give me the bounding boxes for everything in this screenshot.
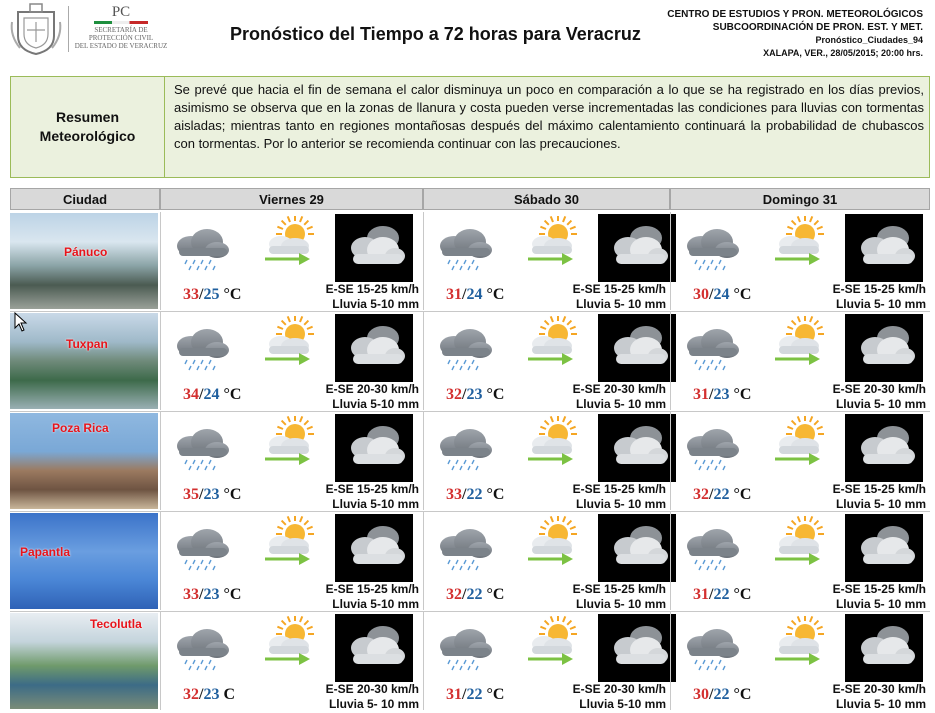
logo-sub-2: PROTECCIÓN CIVIL: [88, 34, 154, 42]
arrow-right-icon: [265, 352, 311, 366]
wind-speed: E-SE 15-25 km/h: [572, 482, 666, 496]
rain-amount: Lluvia 5- 10 mm: [575, 397, 666, 411]
forecast-cell: [670, 212, 930, 310]
agency-line-3: Pronóstico_Ciudades_94: [815, 35, 923, 45]
rain-cloud-icon: [679, 326, 743, 374]
forecast-cell: [670, 612, 930, 710]
logo-sub-3: DEL ESTADO DE VERACRUZ: [74, 42, 168, 50]
temp-separator: /: [462, 386, 467, 403]
temperature: [183, 686, 235, 704]
cloudy-night-icon: [598, 314, 676, 382]
temp-separator: /: [199, 486, 204, 503]
temp-unit: °C: [733, 686, 752, 703]
temp-min: 25: [203, 286, 220, 303]
rain-cloud-icon: [679, 626, 743, 674]
rain-cloud-icon: [169, 426, 233, 474]
weather-summary: [10, 76, 930, 178]
temp-unit: °C: [223, 386, 242, 403]
temp-unit: °C: [733, 286, 752, 303]
temp-unit: °C: [486, 586, 505, 603]
rain-cloud-icon: [432, 626, 496, 674]
city-name: Poza Rica: [52, 421, 109, 435]
arrow-right-icon: [265, 252, 311, 266]
mouse-cursor-icon: [14, 312, 28, 332]
temp-min: 22: [466, 686, 483, 703]
temp-min: 23: [203, 486, 220, 503]
forecast-cell: [423, 612, 670, 710]
wind-speed: E-SE 15-25 km/h: [832, 282, 926, 296]
rain-amount: Lluvia 5-10 mm: [332, 597, 419, 611]
arrow-right-icon: [528, 252, 574, 266]
cloudy-night-icon: [335, 314, 413, 382]
wind-rain-info: [326, 382, 419, 412]
wind-rain-info: [833, 282, 926, 312]
wind-rain-info: [573, 282, 666, 312]
temp-separator: /: [709, 586, 714, 603]
rain-cloud-icon: [432, 326, 496, 374]
temp-min: 24: [466, 286, 483, 303]
wind-rain-info: [833, 682, 926, 712]
partly-sunny-icon: [528, 516, 580, 556]
city-name: Pánuco: [64, 245, 108, 259]
temp-min: 24: [203, 386, 220, 403]
city-photo: [10, 213, 158, 309]
rain-cloud-icon: [432, 526, 496, 574]
temperature: [183, 286, 241, 304]
temp-unit: °C: [223, 286, 242, 303]
rain-amount: Lluvia 5- 10 mm: [835, 497, 926, 511]
rain-cloud-icon: [679, 526, 743, 574]
temp-separator: /: [462, 586, 467, 603]
arrow-right-icon: [775, 452, 821, 466]
temp-max: 32: [446, 586, 462, 603]
wind-speed: E-SE 20-30 km/h: [832, 382, 926, 396]
logo-sub-1: SECRETARÍA DE: [94, 26, 148, 34]
temp-max: 32: [693, 486, 709, 503]
temp-separator: /: [462, 286, 467, 303]
partly-sunny-icon: [775, 616, 827, 656]
logo-divider: [68, 6, 69, 52]
rain-amount: Lluvia 5-10 mm: [332, 497, 419, 511]
wind-speed: E-SE 20-30 km/h: [572, 682, 666, 696]
wind-speed: E-SE 20-30 km/h: [572, 382, 666, 396]
temperature: [446, 686, 504, 704]
cloudy-night-icon: [598, 614, 676, 682]
temp-separator: /: [709, 386, 714, 403]
temp-separator: /: [199, 286, 204, 303]
cloudy-night-icon: [845, 414, 923, 482]
temp-max: 32: [446, 386, 462, 403]
wind-rain-info: [326, 682, 419, 712]
arrow-right-icon: [775, 352, 821, 366]
temp-separator: /: [709, 486, 714, 503]
temperature: [183, 486, 241, 504]
rain-cloud-icon: [169, 226, 233, 274]
wind-rain-info: [573, 482, 666, 512]
temp-separator: /: [199, 386, 204, 403]
temp-min: 23: [203, 586, 220, 603]
forecast-cell: [670, 412, 930, 510]
wind-rain-info: [833, 582, 926, 612]
temp-separator: /: [199, 586, 204, 603]
wind-speed: E-SE 15-25 km/h: [325, 282, 419, 296]
cloudy-night-icon: [335, 214, 413, 282]
partly-sunny-icon: [775, 216, 827, 256]
temp-max: 31: [446, 686, 462, 703]
wind-speed: E-SE 15-25 km/h: [832, 582, 926, 596]
temp-max: 32: [183, 686, 199, 703]
arrow-right-icon: [265, 452, 311, 466]
city-photo: [10, 313, 158, 409]
city-name: Tuxpan: [66, 337, 108, 351]
rain-amount: Lluvia 5-10 mm: [579, 697, 666, 711]
temp-max: 30: [693, 286, 709, 303]
summary-label-line2: Meteorológico: [39, 128, 136, 144]
wind-speed: E-SE 15-25 km/h: [572, 282, 666, 296]
temperature: [446, 286, 504, 304]
temp-unit: °C: [733, 386, 752, 403]
rain-amount: Lluvia 5- 10 mm: [835, 397, 926, 411]
temp-max: 31: [693, 386, 709, 403]
cloudy-night-icon: [598, 514, 676, 582]
forecast-cell: [160, 312, 423, 410]
wind-rain-info: [573, 582, 666, 612]
temp-separator: /: [462, 686, 467, 703]
rain-amount: Lluvia 5-10 mm: [332, 297, 419, 311]
wind-rain-info: [573, 682, 666, 712]
rain-cloud-icon: [169, 326, 233, 374]
temp-unit: °C: [733, 486, 752, 503]
temp-max: 33: [183, 586, 199, 603]
wind-speed: E-SE 15-25 km/h: [325, 582, 419, 596]
wind-speed: E-SE 20-30 km/h: [325, 682, 419, 696]
temp-unit: °C: [486, 686, 505, 703]
agency-line-2: SUBCOORDINACIÓN DE PRON. EST. Y MET.: [712, 22, 923, 33]
temperature: [693, 486, 751, 504]
forecast-table: [10, 188, 930, 711]
temperature: [693, 686, 751, 704]
temperature: [183, 386, 241, 404]
temperature: [446, 586, 504, 604]
partly-sunny-icon: [775, 416, 827, 456]
temperature: [693, 386, 751, 404]
temp-unit: °C: [486, 486, 505, 503]
wind-rain-info: [326, 582, 419, 612]
agency-info: [667, 8, 923, 60]
rain-cloud-icon: [679, 426, 743, 474]
arrow-right-icon: [528, 452, 574, 466]
temp-unit: C: [223, 686, 236, 703]
temperature: [693, 286, 751, 304]
rain-amount: Lluvia 5- 10 mm: [835, 697, 926, 711]
arrow-right-icon: [265, 552, 311, 566]
cloudy-night-icon: [335, 514, 413, 582]
wind-speed: E-SE 20-30 km/h: [325, 382, 419, 396]
partly-sunny-icon: [775, 316, 827, 356]
temp-min: 22: [713, 586, 730, 603]
city-photo: [10, 513, 158, 609]
temperature: [446, 486, 504, 504]
city-name: Tecolutla: [90, 617, 142, 631]
forecast-cell: [423, 212, 670, 310]
partly-sunny-icon: [528, 316, 580, 356]
rain-cloud-icon: [432, 426, 496, 474]
temp-unit: °C: [486, 386, 505, 403]
arrow-right-icon: [775, 552, 821, 566]
temperature: [446, 386, 504, 404]
rain-amount: Lluvia 5- 10 mm: [328, 697, 419, 711]
cloudy-night-icon: [335, 614, 413, 682]
wind-rain-info: [833, 382, 926, 412]
city-photo: [10, 613, 158, 709]
rain-cloud-icon: [169, 626, 233, 674]
arrow-right-icon: [775, 652, 821, 666]
temp-max: 34: [183, 386, 199, 403]
cloudy-night-icon: [598, 414, 676, 482]
cloudy-night-icon: [845, 214, 923, 282]
arrow-right-icon: [528, 652, 574, 666]
wind-rain-info: [833, 482, 926, 512]
temp-unit: °C: [223, 586, 242, 603]
wind-rain-info: [326, 282, 419, 312]
temp-min: 23: [713, 386, 730, 403]
temp-separator: /: [709, 286, 714, 303]
forecast-cell: [160, 512, 423, 610]
temp-unit: °C: [223, 486, 242, 503]
rain-cloud-icon: [169, 526, 233, 574]
cloudy-night-icon: [845, 514, 923, 582]
rain-amount: Lluvia 5-10 mm: [332, 397, 419, 411]
temperature: [183, 586, 241, 604]
arrow-right-icon: [528, 352, 574, 366]
veracruz-seal-icon: [8, 2, 64, 56]
summary-label: [11, 77, 165, 177]
rain-amount: Lluvia 5- 10 mm: [835, 597, 926, 611]
temp-max: 31: [446, 286, 462, 303]
summary-label-line1: Resumen: [55, 109, 119, 125]
forecast-cell: [423, 512, 670, 610]
forecast-cell: [423, 312, 670, 410]
temp-min: 22: [713, 486, 730, 503]
partly-sunny-icon: [528, 616, 580, 656]
temperature: [693, 586, 751, 604]
temp-unit: °C: [486, 286, 505, 303]
page-header: [0, 0, 935, 60]
proteccion-civil-logo: [72, 4, 170, 54]
partly-sunny-icon: [265, 516, 317, 556]
cloudy-night-icon: [845, 314, 923, 382]
temp-max: 33: [183, 286, 199, 303]
temp-max: 31: [693, 586, 709, 603]
temp-min: 23: [203, 686, 220, 703]
logo-color-bar: [94, 21, 148, 24]
partly-sunny-icon: [528, 416, 580, 456]
wind-rain-info: [326, 482, 419, 512]
temp-min: 24: [713, 286, 730, 303]
wind-speed: E-SE 15-25 km/h: [572, 582, 666, 596]
forecast-cell: [160, 612, 423, 710]
forecast-cell: [160, 212, 423, 310]
temp-separator: /: [199, 686, 204, 703]
temp-unit: °C: [733, 586, 752, 603]
partly-sunny-icon: [265, 216, 317, 256]
forecast-cell: [670, 312, 930, 410]
temp-min: 22: [466, 586, 483, 603]
summary-text: Se prevé que hacia el fin de semana el calor disminuya un poco en comparación a lo que se ha registrado en los días previos, asimismo se observa que en la zonas de llanura y costa pueden verse incrementadas las condiciones para lluvias con tormentas aisladas; mientras tanto en regiones montañosas después del máximo calentamiento continuará la probabilidad de chubascos con tormentas. Por lo anterior se recomienda continuar con las precauciones.: [174, 82, 924, 151]
city-photo: [10, 413, 158, 509]
rain-amount: Lluvia 5- 10 mm: [835, 297, 926, 311]
wind-speed: E-SE 15-25 km/h: [832, 482, 926, 496]
temp-max: 35: [183, 486, 199, 503]
temp-min: 23: [466, 386, 483, 403]
rain-cloud-icon: [432, 226, 496, 274]
forecast-cell: [423, 412, 670, 510]
partly-sunny-icon: [265, 316, 317, 356]
header-day-2: Sábado 30: [423, 188, 670, 210]
temp-min: 22: [713, 686, 730, 703]
logo-pc-text: PC: [111, 4, 131, 20]
cloudy-night-icon: [335, 414, 413, 482]
wind-rain-info: [573, 382, 666, 412]
rain-amount: Lluvia 5- 10 mm: [575, 497, 666, 511]
header-day-3: Domingo 31: [670, 188, 930, 210]
agency-line-1: CENTRO DE ESTUDIOS Y PRON. METEOROLÓGICOS: [667, 9, 923, 20]
forecast-cell: [670, 512, 930, 610]
rain-amount: Lluvia 5- 10 mm: [575, 597, 666, 611]
partly-sunny-icon: [528, 216, 580, 256]
wind-speed: E-SE 20-30 km/h: [832, 682, 926, 696]
temp-separator: /: [462, 486, 467, 503]
agency-line-4: XALAPA, VER., 28/05/2015; 20:00 hrs.: [763, 48, 923, 58]
header-city: Ciudad: [10, 188, 160, 210]
partly-sunny-icon: [265, 616, 317, 656]
temp-max: 30: [693, 686, 709, 703]
city-name: Papantla: [20, 545, 71, 559]
partly-sunny-icon: [775, 516, 827, 556]
rain-cloud-icon: [679, 226, 743, 274]
header-day-1: Viernes 29: [160, 188, 423, 210]
temp-min: 22: [466, 486, 483, 503]
partly-sunny-icon: [265, 416, 317, 456]
wind-speed: E-SE 15-25 km/h: [325, 482, 419, 496]
arrow-right-icon: [265, 652, 311, 666]
cloudy-night-icon: [598, 214, 676, 282]
arrow-right-icon: [528, 552, 574, 566]
rain-amount: Lluvia 5- 10 mm: [575, 297, 666, 311]
forecast-cell: [160, 412, 423, 510]
temp-separator: /: [709, 686, 714, 703]
arrow-right-icon: [775, 252, 821, 266]
page-title: Pronóstico del Tiempo a 72 horas para Veracruz: [230, 24, 641, 44]
temp-max: 33: [446, 486, 462, 503]
cloudy-night-icon: [845, 614, 923, 682]
